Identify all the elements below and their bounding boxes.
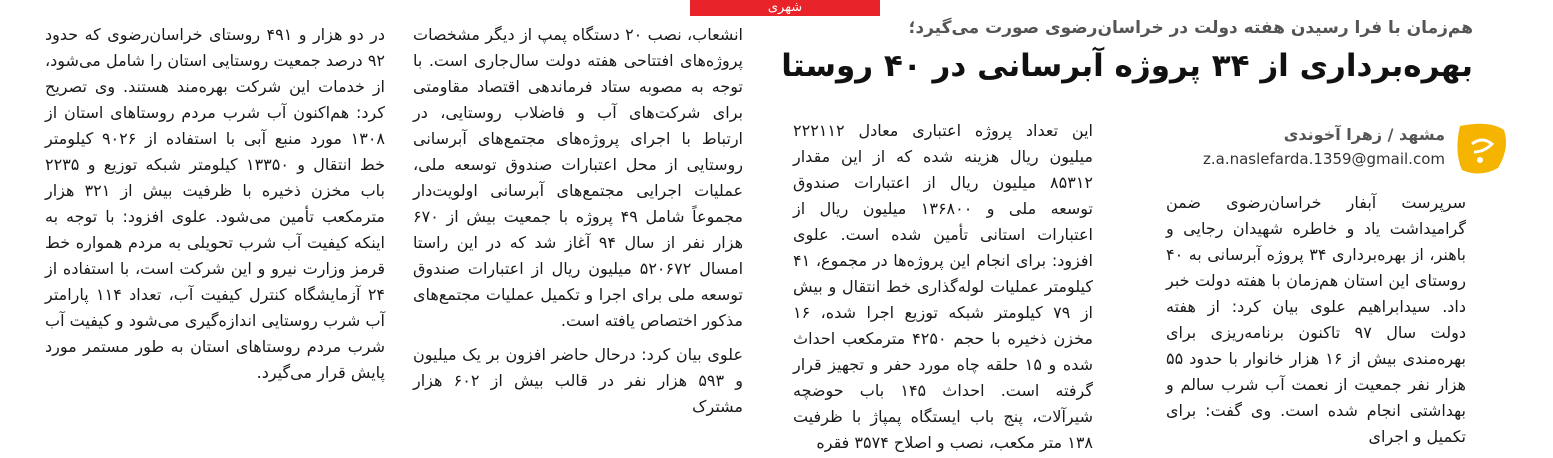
article-column-4 [45, 22, 385, 394]
farda-logo-icon [1450, 118, 1512, 180]
paragraph: این تعداد پروژه اعتباری معادل ۲۲۲۱۱۲ میلیون ریال هزینه شده که از این مقدار ۸۵۳۱۲ میلیون ریال از اعتبارات صندوق توسعه ملی و ۱۳۶۸۰۰ میلیون ریال از اعتبارات استانی تأمین شده است. علوی افزود: برای انجام این پروژه‌ها در مجموع، ۴۱ کیلومتر عملیات لوله‌گذاری خط انتقال و بیش از ۷۹ کیلومتر شبکه توزیع اجرا شده، ۱۶ مخزن ذخیره با حجم ۴۲۵۰ مترمکعب احداث شده و ۱۵ حلقه چاه مورد حفر و تجهیز قرار گرفته است. احداث ۱۴۵ باب حوضچه شیرآلات، پنج باب ایستگاه پمپاژ با ظرفیت ۱۳۸ متر مکعب، نصب و اصلاح ۳۵۷۴ فقره [793, 121, 1094, 452]
section-tag: شهری [690, 0, 880, 16]
article-kicker: هم‌زمان با فرا رسیدن هفته دولت در خراسان‌رضوی صورت می‌گیرد؛ [908, 18, 1473, 38]
byline [1175, 125, 1445, 168]
paragraph: سرپرست آبفار خراسان‌رضوی ضمن گرامیداشت یاد و خاطره شهیدان رجایی و باهنر، از بهره‌برداری ۳۴ پروژه آبرسانی به ۴۰ روستای این استان هم‌زمان با هفته دولت خبر داد. سیدابراهیم علوی بیان کرد: از هفته دولت سال ۹۷ تاکنون برنامه‌ریزی برای بهره‌مندی بیش از ۱۶ هزار خانوار با حدود ۵۵ هزار نفر جمعیت از نعمت آب شرب سالم و بهداشتی انجام شده است. وی گفت: برای تکمیل و اجرای [1166, 193, 1466, 446]
article-column-3 [413, 22, 743, 428]
article-column-2 [793, 118, 1093, 458]
paragraph: علوی بیان کرد: درحال حاضر افزون بر یک میلیون و ۵۹۳ هزار نفر در قالب بیش از ۶۰۲ هزار مشترک [413, 345, 744, 416]
article-column-1 [1166, 190, 1466, 458]
byline-email[interactable]: z.a.naslefarda.1359@gmail.com [1202, 150, 1445, 168]
article-headline: بهره‌برداری از ۳۴ پروژه آبرسانی در ۴۰ روستا [781, 48, 1473, 84]
paragraph: در دو هزار و ۴۹۱ روستای خراسان‌رضوی که حدود ۹۲ درصد جمعیت روستایی استان را شامل می‌شود، از خدمات این شرکت بهره‌مند هستند. وی تصریح کرد: هم‌اکنون آب شرب مردم روستاهای استان از ۱۳۰۸ مورد منبع آبی با استفاده از ۹۰۲۶ کیلومتر خط انتقال و ۱۳۳۵۰ کیلومتر شبکه توزیع و ۲۲۳۵ باب مخزن ذخیره با ظرفیت بیش از ۳۲۱ هزار مترمکعب تأمین می‌شود. علوی افزود: با توجه به اینکه کیفیت آب شرب تحویلی به مردم همواره خط قرمز وزارت نیرو و این شرکت است، با استفاده از ۲۴ آزمایشگاه کنترل کیفیت آب، تعداد ۱۱۴ پارامتر آب شرب روستایی اندازه‌گیری می‌شود و کیفیت آب شرب مردم روستاهای استان به طور مستمر مورد پایش قرار می‌گیرد. [45, 25, 386, 382]
paragraph: انشعاب، نصب ۲۰ دستگاه پمپ از دیگر مشخصات پروژه‌های افتتاحی هفته دولت سال‌جاری است. با توجه به مصوبه ستاد فرماندهی اقتصاد مقاومتی برای شرکت‌های آب و فاضلاب روستایی، در ارتباط با اجرای پروژه‌های مجتمع‌های آبرسانی روستایی از محل اعتبارات صندوق توسعه ملی، عملیات اجرایی مجتمع‌های آبرسانی اولویت‌دار مجموعاً شامل ۴۹ پروژه با جمعیت بیش از ۶۷۰ هزار نفر از سال ۹۴ آغاز شد که در این راستا امسال ۵۲۰۶۷۲ میلیون ریال از اعتبارات صندوق توسعه ملی برای اجرا و تکمیل عملیات مجتمع‌های مذکور اختصاص یافته است. [413, 25, 744, 330]
byline-author: مشهد / زهرا آخوندی [1283, 125, 1445, 144]
